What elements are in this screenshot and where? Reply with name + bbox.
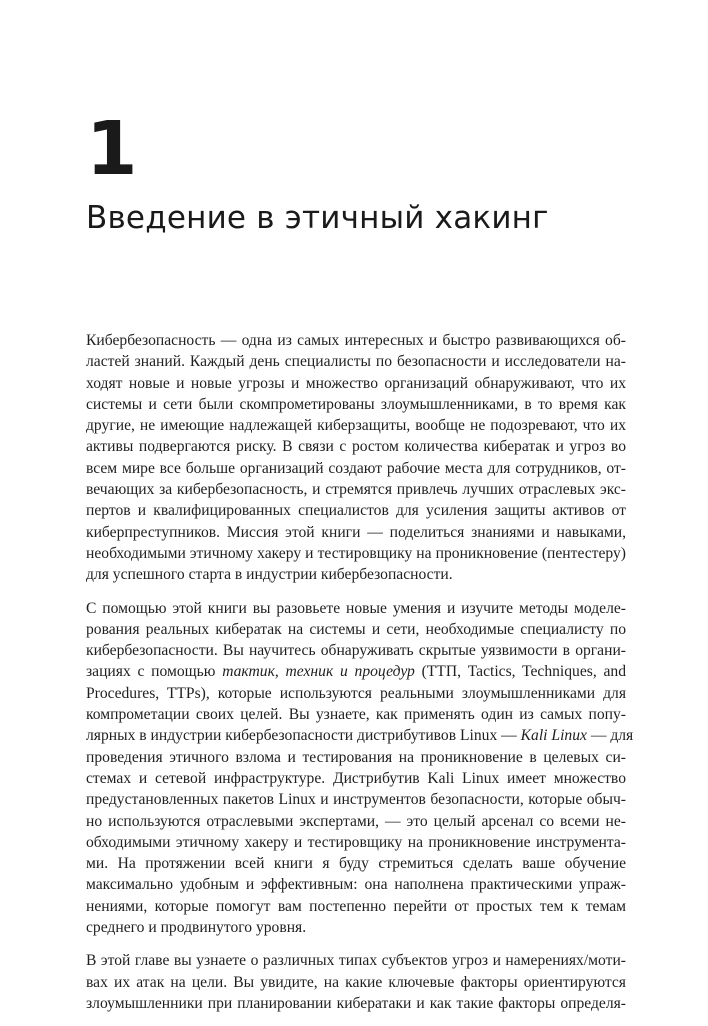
text-line: вечающих за кибербезопасность, и стремятся привлечь лучших отраслевых экс- [86, 481, 626, 499]
text-line: Кибербезопасность — одна из самых интересных и быстро развивающихся об- [86, 332, 626, 349]
chapter-number: 1 [86, 106, 138, 192]
text-line: киберпреступников. Миссия этой книги — поделиться знаниями и навыками, [86, 523, 626, 541]
paragraph [86, 598, 634, 939]
text-line: но используются отраслевыми экспертами, — это целый арсенал со всеми не- [86, 812, 626, 830]
text-line: обходимыми этичному хакеру и тестировщику на проникновение инструмента- [86, 833, 626, 851]
text-line: рования реальных кибератак на системы и сети, необходимые специалисту по [86, 620, 626, 638]
paragraph [86, 330, 626, 586]
text-line: компрометации своих целей. Вы узнаете, как применять один из самых попу- [86, 706, 626, 724]
text-line: злоумышленники при планировании кибератаки и как такие факторы определя- [86, 994, 626, 1012]
text-line: С помощью этой книги вы разовьете новые умения и изучите методы моделе- [86, 599, 626, 617]
emphasized-term: Kali Linux [520, 727, 587, 745]
text-line: среднего и продвинутого уровня. [86, 919, 307, 937]
text-line: системы и сети были скомпрометированы злоумышленниками, в то время как [86, 395, 626, 413]
chapter-title: Введение в этичный хакинг [86, 200, 549, 236]
text-line: всем мире все больше организаций создают рабочие места для сотрудников, от- [86, 459, 626, 477]
text-line: необходимыми этичному хакеру и тестировщику на проникновение (пентестеру) [86, 544, 626, 562]
text-line: другие, не имеющие надлежащей киберзащиты, вообще не подозревают, что их [86, 417, 626, 435]
text-line: пертов и квалифицированных специалистов для усиления защиты активов от [86, 502, 626, 520]
emphasized-term: тактик, техник и процедур [222, 663, 415, 681]
text-line: максимально удобным и эффективным: она наполнена практическими упраж- [86, 876, 626, 894]
text-line: для успешного старта в индустрии кибербезопасности. [86, 566, 453, 584]
text-line: ми. На протяжении всей книги я буду стремиться сделать ваше обучение [86, 855, 626, 873]
text-line: нениями, которые помогут вам постепенно перейти от простых тем к темам [86, 897, 626, 915]
text-line: лярных в индустрии кибербезопасности дистрибутивов Linux — Kali Linux — для [86, 727, 634, 745]
text-line: В этой главе вы узнаете о различных типах субъектов угроз и намерениях/моти- [86, 952, 626, 970]
text-line: предустановленных пакетов Linux и инструментов безопасности, которые обыч- [86, 791, 626, 809]
text-line: Procedures, TTPs), которые используются реальными злоумышленниками для [86, 684, 626, 702]
text-line: стемах и сетевой инфраструктуре. Дистрибутив Kali Linux имеет множество [86, 769, 626, 787]
text-line: вах их атак на цели. Вы увидите, на какие ключевые факторы ориентируются [86, 973, 626, 991]
text-line: кибербезопасности. Вы научитесь обнаруживать скрытые уязвимости в органи- [86, 642, 626, 660]
text-line: ластей знаний. Каждый день специалисты по безопасности и исследователи на- [86, 353, 626, 371]
paragraph [86, 950, 626, 1014]
text-line: проведения этичного взлома и тестирования на проникновение в целевых си- [86, 748, 626, 766]
text-line: зациях с помощью тактик, техник и процедур (ТТП, Tactics, Techniques, and [86, 663, 626, 681]
chapter-body [86, 330, 634, 1026]
text-line: активы подвергаются риску. В связи с ростом количества кибератак и угроз во [86, 438, 626, 456]
text-line: ходят новые и новые угрозы и множество организаций обнаруживают, что их [86, 374, 626, 392]
